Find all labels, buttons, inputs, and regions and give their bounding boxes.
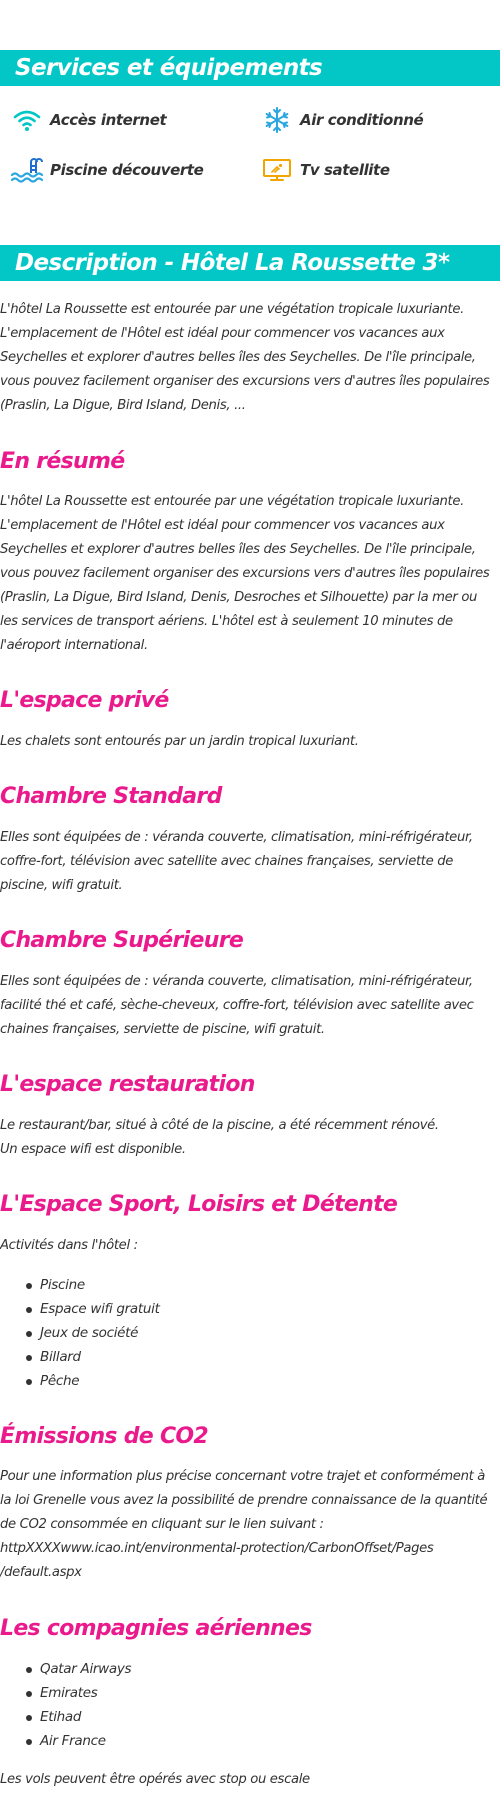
restaurant-heading: L'espace restauration xyxy=(0,1072,255,1097)
restaurant-text: Le restaurant/bar, situé à côté de la piscine, a été récemment rénové. Un espace wifi est disponible. xyxy=(0,1118,439,1157)
services-header: Services et équipements xyxy=(0,50,500,86)
sport-intro: Activités dans l'hôtel : xyxy=(0,1238,138,1253)
co2-heading: Émissions de CO2 xyxy=(0,1424,209,1449)
co2-text: Pour une information plus précise concernant votre trajet et conformément à la loi Grenelle vous avez la possibilité de prendre connaissance de la quantité de CO2 consommée en cliquant sur le lien suivant : httpXXXXwww.icao.int/environmental-protection/CarbonOffset/Pages /default.aspx xyxy=(0,1465,494,1585)
list-item: Espace wifi gratuit xyxy=(0,1297,160,1321)
service-label: Piscine découverte xyxy=(50,161,204,179)
standard-room-heading: Chambre Standard xyxy=(0,784,222,809)
list-item: Pêche xyxy=(0,1369,160,1393)
snowflake-icon xyxy=(260,106,294,134)
service-label: Air conditionné xyxy=(300,111,424,129)
sport-heading: L'Espace Sport, Loisirs et Détente xyxy=(0,1192,398,1217)
co2-link[interactable]: httpXXXXwww.icao.int/environmental-protection/CarbonOffset/Pages xyxy=(0,1541,434,1556)
superior-room-heading: Chambre Supérieure xyxy=(0,928,244,953)
standard-room-text: Elles sont équipées de : véranda couverte, climatisation, mini-réfrigérateur, coffre-fort, télévision avec satellite avec chaines françaises, serviette de piscine, wifi gratuit. xyxy=(0,830,473,893)
description-intro: L'hôtel La Roussette est entourée par une végétation tropicale luxuriante. L'emplacement de l'Hôtel est idéal pour commencer vos vacances aux Seychelles et explorer d'autres belles îles des Seychelles. De l'île principale, vous pouvez facilement organiser des excursions vers d'autres îles populaires (Praslin, La Digue, Bird Island, Denis, ... xyxy=(0,302,490,413)
description-header: Description - Hôtel La Roussette 3* xyxy=(0,245,500,281)
list-item: Emirates xyxy=(0,1681,131,1705)
co2-link-cont[interactable]: /default.aspx xyxy=(0,1565,82,1580)
airlines-heading: Les compagnies aériennes xyxy=(0,1616,312,1641)
list-item: Air France xyxy=(0,1729,131,1753)
superior-room-text: Elles sont équipées de : véranda couverte, climatisation, mini-réfrigérateur, facilité thé et café, sèche-cheveux, coffre-fort, télévision avec satellite avec chaines françaises, serviette de piscine, wifi gratuit. xyxy=(0,974,474,1037)
resume-heading: En résumé xyxy=(0,449,125,474)
airlines-list xyxy=(0,1657,131,1753)
private-space-text: Les chalets sont entourés par un jardin tropical luxuriant. xyxy=(0,734,359,749)
list-item: Etihad xyxy=(0,1705,131,1729)
sport-activities-list xyxy=(0,1273,160,1393)
service-item-tv xyxy=(260,156,390,184)
private-space-heading: L'espace privé xyxy=(0,688,169,713)
tv-icon xyxy=(260,156,294,184)
list-item: Jeux de société xyxy=(0,1321,160,1345)
service-item-air-conditioning xyxy=(260,106,423,134)
pool-icon xyxy=(10,156,44,184)
resume-text: L'hôtel La Roussette est entourée par une végétation tropicale luxuriante. L'emplacement de l'Hôtel est idéal pour commencer vos vacances aux Seychelles et explorer d'autres belles îles des Seychelles. De l'île principale, vous pouvez facilement organiser des excursions vers d'autres îles populaires (Praslin, La Digue, Bird Island, Denis, Desroches et Silhouette) par la mer ou les services de transport aériens. L'hôtel est à seulement 10 minutes de l'aéroport international. xyxy=(0,494,490,653)
list-item: Qatar Airways xyxy=(0,1657,131,1681)
list-item: Piscine xyxy=(0,1273,160,1297)
service-item-internet xyxy=(10,106,166,134)
service-label: Tv satellite xyxy=(300,161,390,179)
airlines-note: Les vols peuvent être opérés avec stop ou escale xyxy=(0,1772,310,1787)
service-item-pool xyxy=(10,156,203,184)
list-item: Billard xyxy=(0,1345,160,1369)
service-label: Accès internet xyxy=(50,111,167,129)
wifi-icon xyxy=(10,106,44,134)
